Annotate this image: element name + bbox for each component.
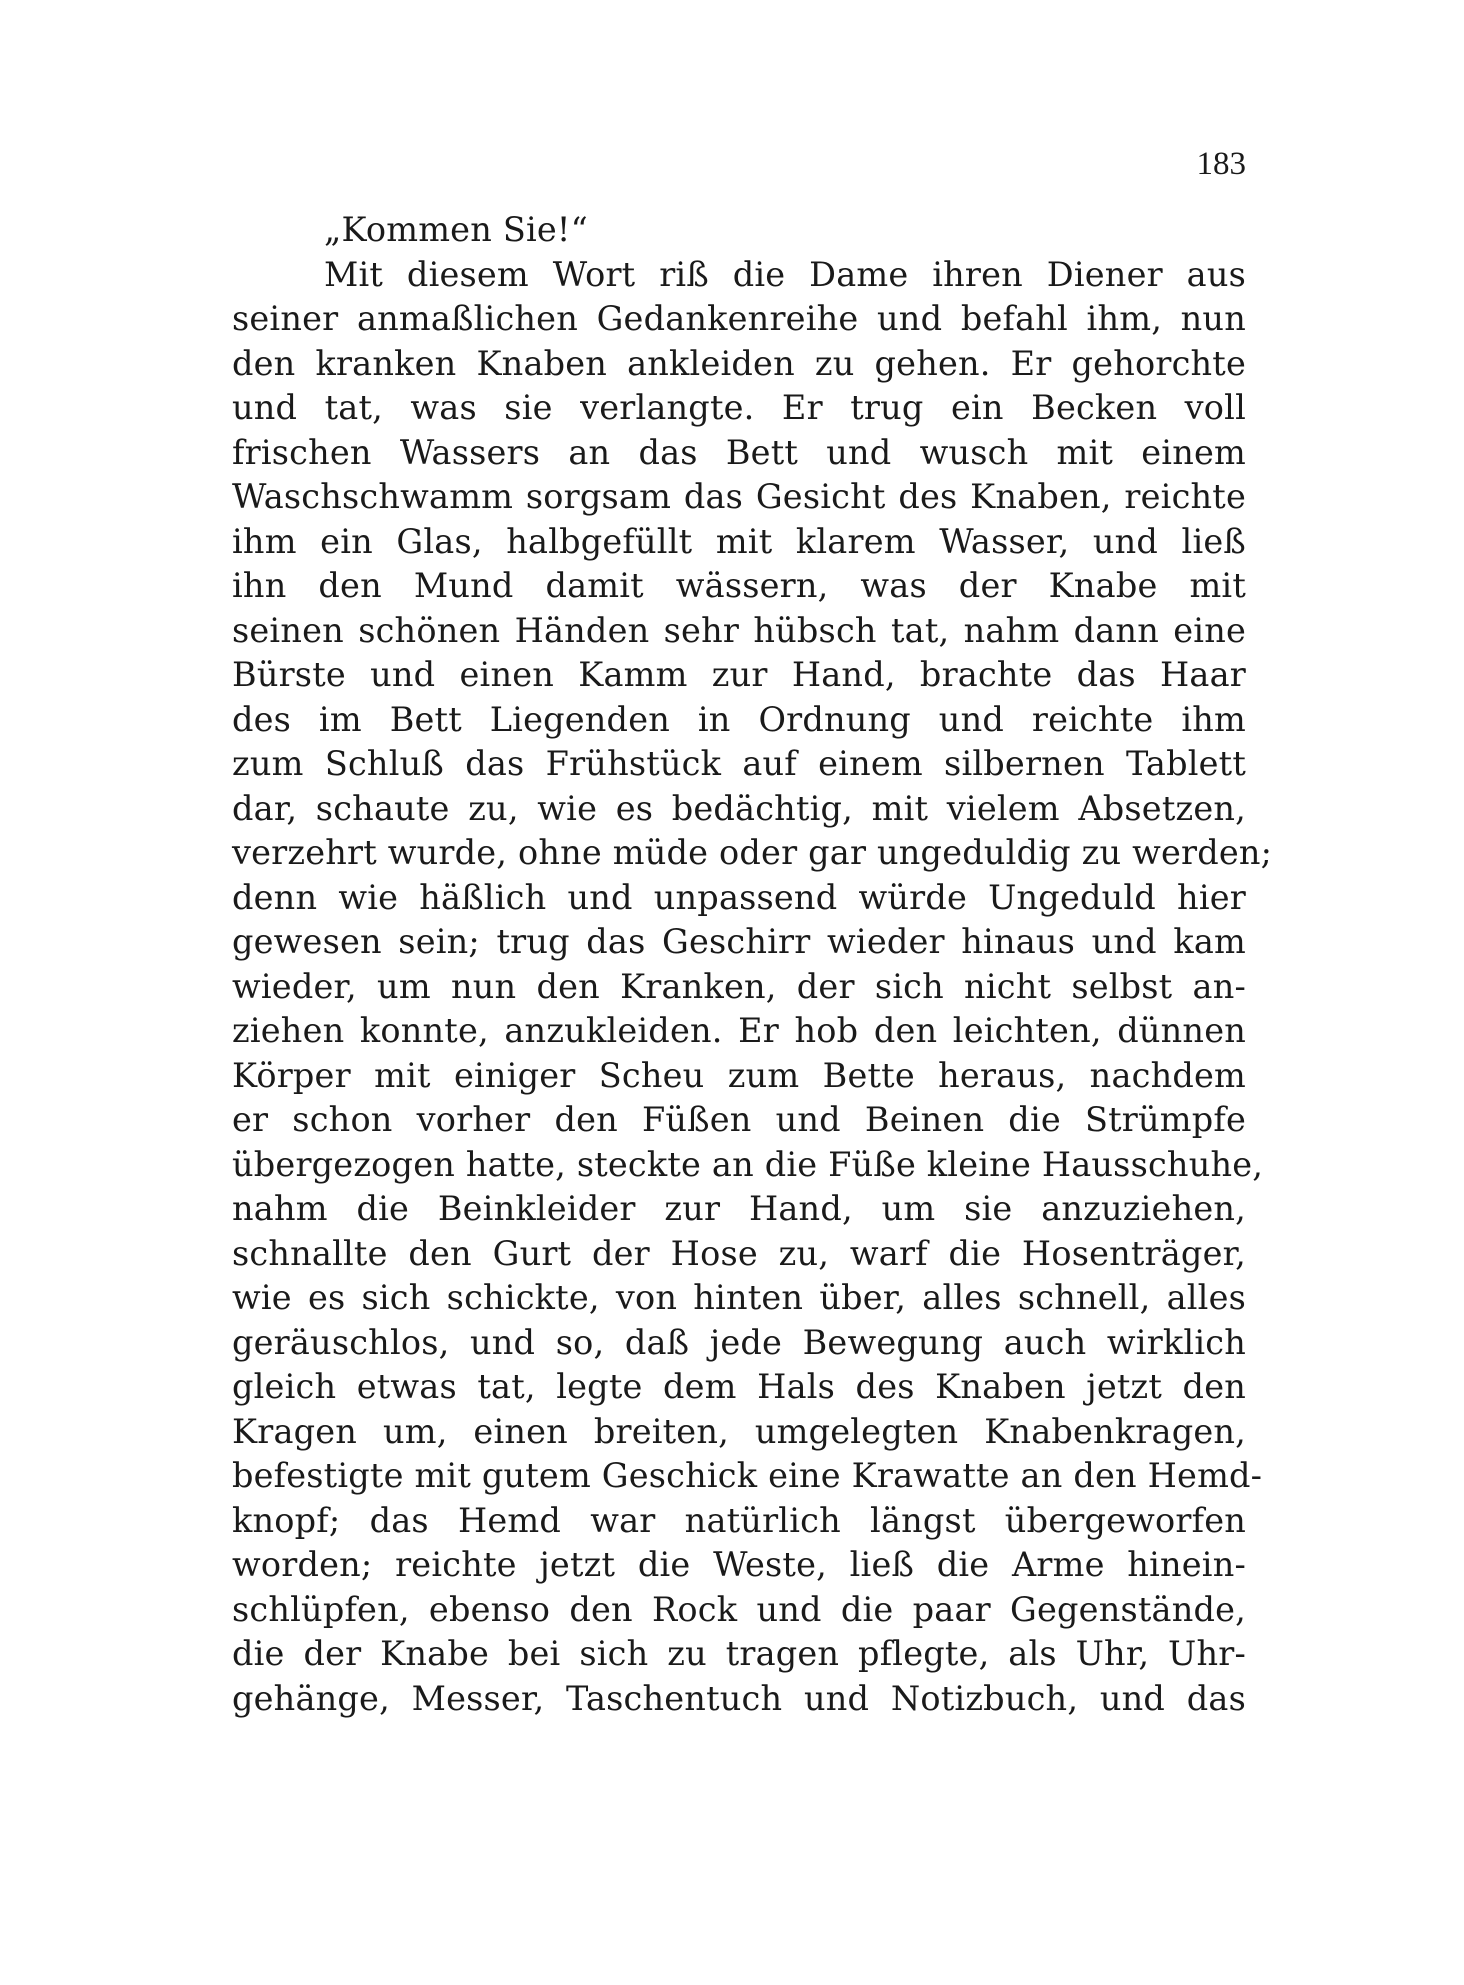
text-line: gleich etwas tat, legte dem Hals des Knaben jetzt den bbox=[232, 1367, 1246, 1406]
text-line: knopf; das Hemd war natürlich längst übergeworfen bbox=[232, 1500, 1246, 1540]
text-line: ihn den Mund damit wässern, was der Knabe mit bbox=[232, 566, 1246, 605]
text-line: verzehrt wurde, ohne müde oder gar ungeduldig zu werden; bbox=[232, 833, 1273, 872]
text-line: ziehen konnte, anzukleiden. Er hob den leichten, dünnen bbox=[232, 1011, 1246, 1050]
text-line: schlüpfen, ebenso den Rock und die paar Gegenstände, bbox=[232, 1589, 1246, 1629]
text-line: worden; reichte jetzt die Weste, ließ die Arme hinein- bbox=[232, 1545, 1246, 1584]
text-line: befestigte mit gutem Geschick eine Krawatte an den Hemd- bbox=[232, 1456, 1263, 1495]
text-line: die der Knabe bei sich zu tragen pflegte, als Uhr, Uhr- bbox=[232, 1634, 1246, 1673]
text-line: wieder, um nun den Kranken, der sich nicht selbst an- bbox=[232, 966, 1246, 1006]
text-line: Körper mit einiger Scheu zum Bette heraus, nachdem bbox=[232, 1055, 1246, 1095]
text-line: Waschschwamm sorgsam das Gesicht des Knaben, reichte bbox=[232, 477, 1246, 516]
text-line: Bürste und einen Kamm zur Hand, brachte das Haar bbox=[232, 655, 1246, 694]
text-line: schnallte den Gurt der Hose zu, warf die Hosenträger, bbox=[232, 1233, 1246, 1273]
page-number: 183 bbox=[1196, 146, 1246, 182]
body-text bbox=[232, 208, 1273, 1721]
text-line: „Kommen Sie!“ bbox=[324, 210, 588, 249]
text-line: zum Schluß das Frühstück auf einem silbernen Tablett bbox=[232, 744, 1246, 783]
text-line: Mit diesem Wort riß die Dame ihren Diener aus bbox=[324, 254, 1246, 294]
text-line: seiner anmaßlichen Gedankenreihe und befahl ihm, nun bbox=[232, 299, 1246, 338]
text-line: wie es sich schickte, von hinten über, alles schnell, alles bbox=[232, 1278, 1246, 1317]
text-line: übergezogen hatte, steckte an die Füße kleine Hausschuhe, bbox=[232, 1144, 1264, 1184]
text-line: gewesen sein; trug das Geschirr wieder hinaus und kam bbox=[232, 922, 1246, 961]
text-line: dar, schaute zu, wie es bedächtig, mit vielem Absetzen, bbox=[232, 788, 1246, 828]
text-line: geräuschlos, und so, daß jede Bewegung auch wirklich bbox=[232, 1322, 1246, 1362]
text-line: und tat, was sie verlangte. Er trug ein Becken voll bbox=[232, 388, 1246, 427]
text-line: ihm ein Glas, halbgefüllt mit klarem Wasser, und ließ bbox=[232, 521, 1246, 561]
text-line: denn wie häßlich und unpassend würde Ungeduld hier bbox=[232, 877, 1246, 917]
text-line: nahm die Beinkleider zur Hand, um sie anzuziehen, bbox=[232, 1189, 1246, 1228]
text-line: frischen Wassers an das Bett und wusch mit einem bbox=[232, 432, 1246, 472]
text-line: den kranken Knaben ankleiden zu gehen. Er gehorchte bbox=[232, 343, 1246, 383]
text-line: seinen schönen Händen sehr hübsch tat, nahm dann eine bbox=[232, 610, 1246, 650]
text-line: er schon vorher den Füßen und Beinen die Strümpfe bbox=[232, 1100, 1246, 1139]
text-line: gehänge, Messer, Taschentuch und Notizbuch, und das bbox=[232, 1678, 1246, 1718]
text-line: Kragen um, einen breiten, umgelegten Knabenkragen, bbox=[232, 1411, 1246, 1451]
text-line: des im Bett Liegenden in Ordnung und reichte ihm bbox=[232, 699, 1246, 739]
